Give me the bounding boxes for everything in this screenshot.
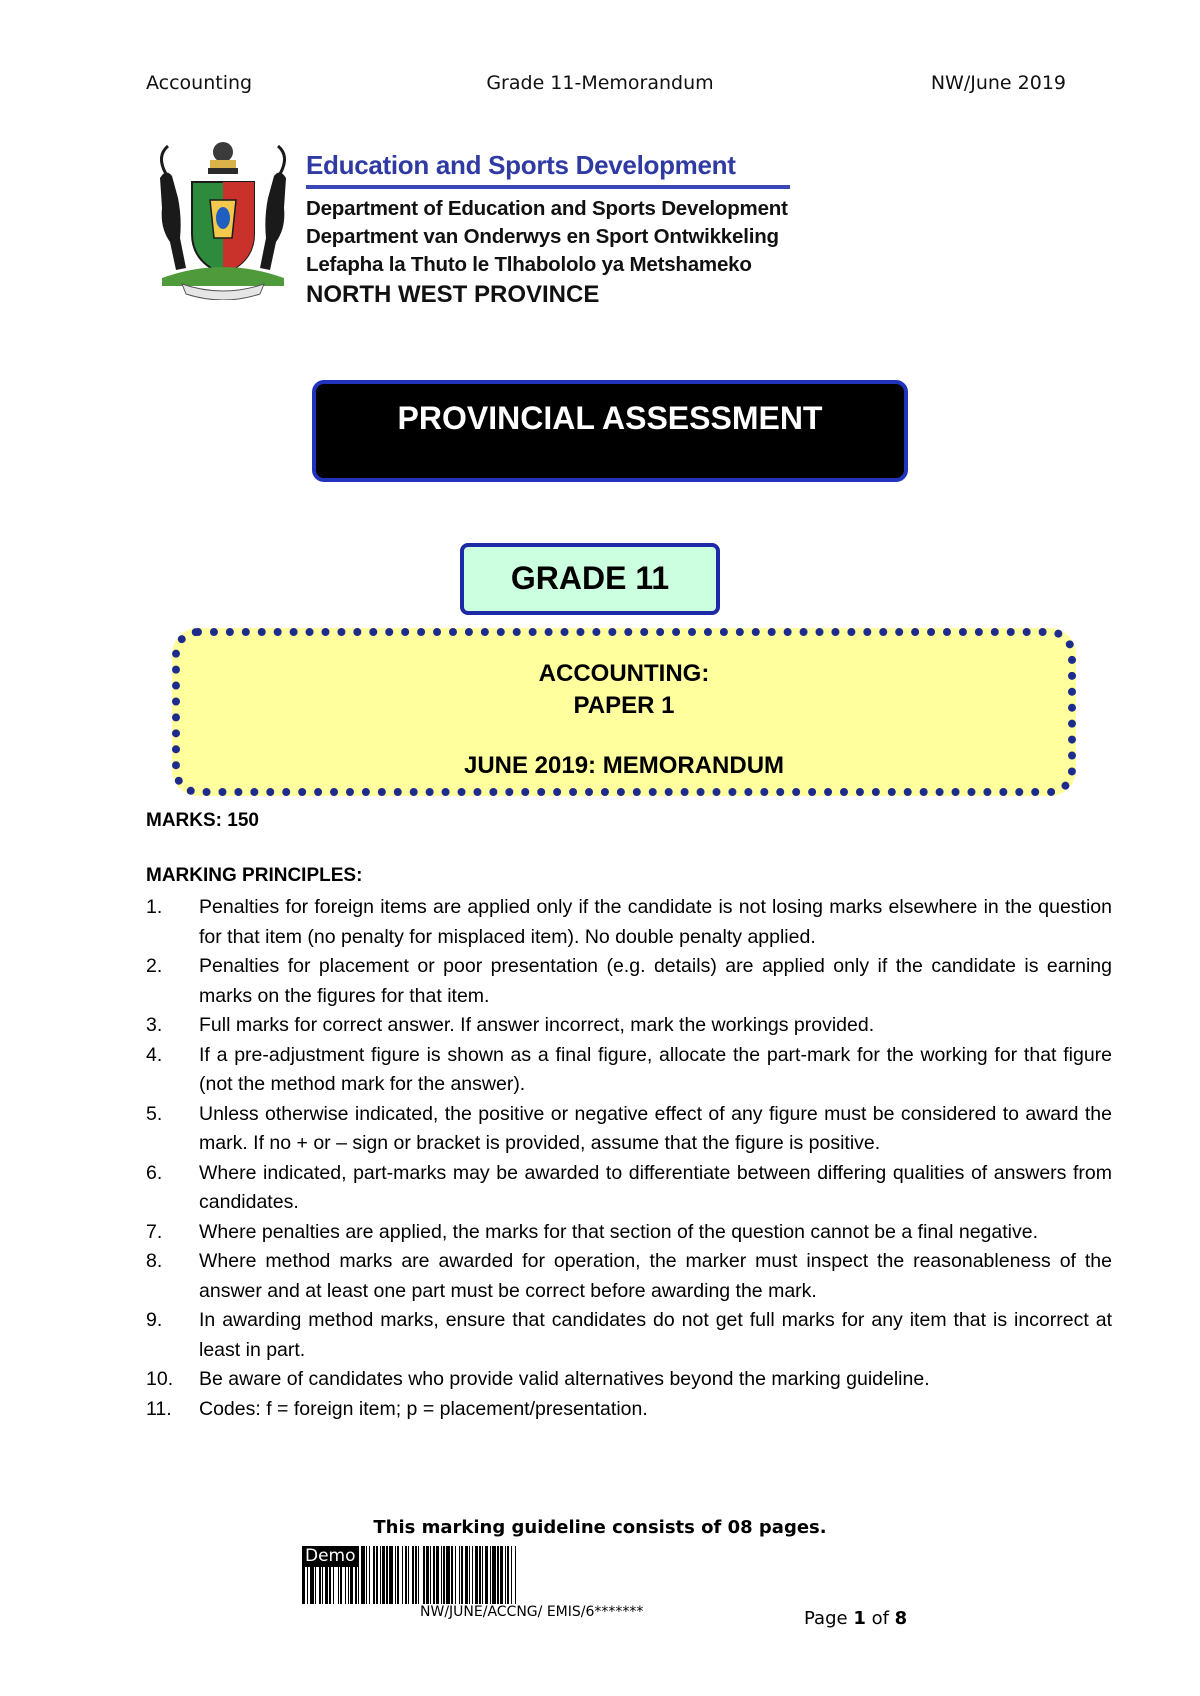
list-item bbox=[146, 952, 1112, 1011]
list-item bbox=[146, 1041, 1112, 1100]
department-line-afrikaans: Department van Onderwys en Sport Ontwikkeling bbox=[306, 225, 779, 248]
item-number: 7. bbox=[146, 1220, 163, 1243]
barcode bbox=[302, 1546, 808, 1604]
coat-of-arms-logo bbox=[152, 138, 294, 300]
marking-principles-list bbox=[146, 893, 1112, 1424]
item-text: Codes: f = foreign item; p = placement/presentation. bbox=[199, 1397, 648, 1420]
item-text: Full marks for correct answer. If answer incorrect, mark the workings provided. bbox=[199, 1014, 875, 1036]
barcode-bars bbox=[302, 1546, 808, 1604]
page-number bbox=[804, 1608, 907, 1629]
barcode-gap bbox=[516, 1546, 518, 1604]
page-current: 1 bbox=[853, 1608, 866, 1629]
list-item bbox=[146, 1365, 1112, 1395]
item-text: If a pre-adjustment figure is shown as a final figure, allocate the part-mark for the working for that figure (not the method mark for the answer). bbox=[199, 1043, 1112, 1095]
department-title: Education and Sports Development bbox=[306, 150, 736, 180]
item-number: 9. bbox=[146, 1309, 163, 1331]
page-count-note: This marking guideline consists of 08 pages. bbox=[373, 1517, 827, 1538]
page-of: of bbox=[871, 1608, 889, 1629]
item-text: Where penalties are applied, the marks for that section of the question cannot be a final negative. bbox=[199, 1220, 1039, 1243]
province-name: NORTH WEST PROVINCE bbox=[306, 281, 600, 308]
item-text: In awarding method marks, ensure that candidates do not get full marks for any item that is incorrect at least in part. bbox=[199, 1309, 1112, 1361]
list-item bbox=[146, 1395, 1112, 1425]
item-number: 3. bbox=[146, 1014, 163, 1036]
list-item bbox=[146, 1247, 1112, 1306]
item-text: Where indicated, part-marks may be awarded to differentiate between differing qualities of answers from candidates. bbox=[199, 1161, 1112, 1213]
header-date: NW/June 2019 bbox=[930, 72, 1066, 94]
item-text: Unless otherwise indicated, the positive or negative effect of any figure must be considered to award the mark. If no + or – sign or bracket is provided, assume that the figure is positive. bbox=[199, 1102, 1112, 1154]
document-code: NW/JUNE/ACCNG/ EMIS/6******* bbox=[420, 1604, 644, 1620]
list-item bbox=[146, 893, 1112, 952]
total-marks: MARKS: 150 bbox=[146, 810, 259, 831]
item-text: Be aware of candidates who provide valid alternatives beyond the marking guideline. bbox=[199, 1368, 930, 1390]
header-title: Grade 11-Memorandum bbox=[486, 72, 714, 94]
subject-panel bbox=[172, 628, 1076, 796]
page-total: 8 bbox=[894, 1608, 908, 1629]
department-block bbox=[306, 150, 816, 311]
principles-heading: MARKING PRINCIPLES: bbox=[146, 865, 363, 886]
item-number: 5. bbox=[146, 1102, 163, 1125]
item-text: Where method marks are awarded for operation, the marker must inspect the reasonableness of the answer and at least one part must be correct before awarding the mark. bbox=[199, 1250, 1112, 1302]
department-line-english: Department of Education and Sports Development bbox=[306, 197, 788, 220]
item-number: 6. bbox=[146, 1161, 163, 1184]
item-number: 2. bbox=[146, 955, 163, 977]
item-text: Penalties for placement or poor presentation (e.g. details) are applied only if the candidate is earning marks on the figures for that item. bbox=[199, 955, 1112, 1007]
item-number: 10. bbox=[146, 1368, 174, 1390]
list-item bbox=[146, 1159, 1112, 1218]
title-underline bbox=[306, 185, 790, 189]
grade-banner: GRADE 11 bbox=[460, 543, 720, 615]
header-subject: Accounting bbox=[146, 72, 253, 94]
page-prefix: Page bbox=[804, 1608, 848, 1629]
memorandum-title: JUNE 2019: MEMORANDUM bbox=[463, 752, 785, 779]
paper-number: PAPER 1 bbox=[573, 692, 675, 719]
item-number: 11. bbox=[146, 1397, 172, 1420]
list-item bbox=[146, 1306, 1112, 1365]
item-number: 8. bbox=[146, 1250, 163, 1272]
subject-name: ACCOUNTING: bbox=[538, 660, 710, 687]
item-number: 1. bbox=[146, 896, 163, 918]
item-number: 4. bbox=[146, 1043, 163, 1066]
demo-label: Demo bbox=[302, 1546, 359, 1567]
assessment-banner: PROVINCIAL ASSESSMENT bbox=[312, 380, 908, 482]
list-item bbox=[146, 1011, 1112, 1041]
list-item bbox=[146, 1218, 1112, 1248]
item-text: Penalties for foreign items are applied only if the candidate is not losing marks elsewhere in the question for that item (no penalty for misplaced item). No double penalty applied. bbox=[199, 896, 1112, 948]
department-line-setswana: Lefapha la Thuto le Tlhabololo ya Metshameko bbox=[306, 253, 752, 276]
list-item bbox=[146, 1100, 1112, 1159]
